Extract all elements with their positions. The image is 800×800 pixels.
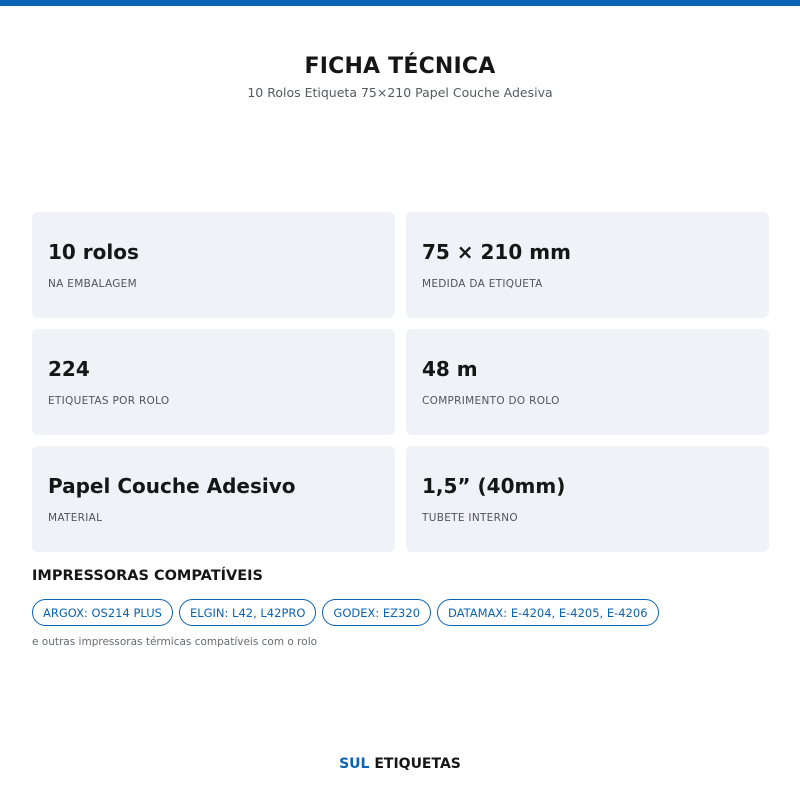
footer-brand xyxy=(0,754,800,774)
compatible-printers-heading: IMPRESSORAS COMPATÍVEIS xyxy=(32,568,264,584)
spec-card-roll-length xyxy=(406,329,769,435)
spec-label: ETIQUETAS POR ROLO xyxy=(48,395,170,407)
spec-value: 48 m xyxy=(422,357,478,381)
printer-chip-datamax: DATAMAX: E-4204, E-4205, E-4206 xyxy=(437,599,659,626)
spec-card-rolls xyxy=(32,212,395,318)
spec-value: 10 rolos xyxy=(48,240,139,264)
spec-label: NA EMBALAGEM xyxy=(48,278,137,290)
page-title: FICHA TÉCNICA xyxy=(304,54,496,79)
spec-label: COMPRIMENTO DO ROLO xyxy=(422,395,560,407)
spec-value: 1,5” (40mm) xyxy=(422,474,566,498)
printer-chip-argox: ARGOX: OS214 PLUS xyxy=(32,599,173,626)
compatible-printers-note: e outras impressoras térmicas compatíveis com o rolo xyxy=(32,636,318,648)
spec-label: MATERIAL xyxy=(48,512,103,524)
brand-accent-text: SUL xyxy=(339,756,370,772)
brand-rest-text: ETIQUETAS xyxy=(374,756,461,772)
spec-card-core xyxy=(406,446,769,552)
printer-chip-elgin: ELGIN: L42, L42PRO xyxy=(179,599,316,626)
spec-value: 224 xyxy=(48,357,90,381)
printer-chip-godex: GODEX: EZ320 xyxy=(322,599,431,626)
top-accent-bar xyxy=(0,0,800,6)
spec-grid xyxy=(32,212,769,552)
page-subtitle: 10 Rolos Etiqueta 75×210 Papel Couche Adesiva xyxy=(247,85,553,100)
spec-card-material xyxy=(32,446,395,552)
compatible-printers-list xyxy=(32,599,659,626)
spec-value: 75 × 210 mm xyxy=(422,240,571,264)
spec-card-labels-per-roll xyxy=(32,329,395,435)
spec-label: TUBETE INTERNO xyxy=(422,512,518,524)
spec-label: MEDIDA DA ETIQUETA xyxy=(422,278,543,290)
spec-card-size xyxy=(406,212,769,318)
spec-value: Papel Couche Adesivo xyxy=(48,474,296,498)
page-header xyxy=(0,52,800,102)
